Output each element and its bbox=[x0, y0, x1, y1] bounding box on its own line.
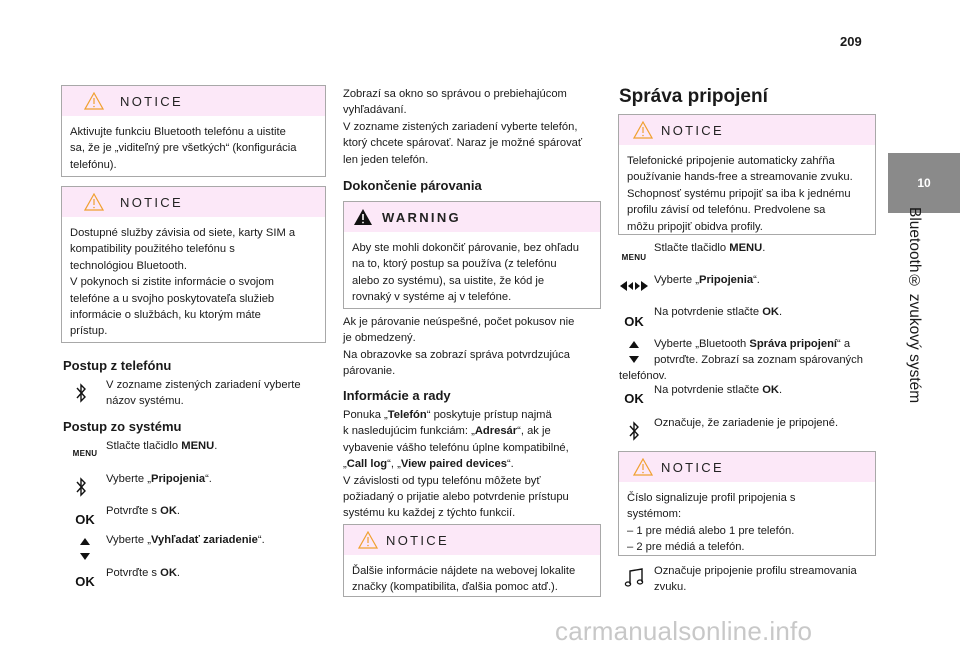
text-line: je obmedzený. bbox=[343, 332, 416, 345]
notice-header bbox=[62, 86, 325, 116]
step-pre: Stlačte tlačidlo bbox=[654, 242, 730, 254]
notice-box-website bbox=[343, 524, 601, 597]
music-note-icon bbox=[623, 567, 645, 589]
step-text bbox=[654, 382, 782, 398]
notice-label: NOTICE bbox=[661, 459, 724, 475]
notice-line: V pokynoch si zistite informácie o svojom bbox=[70, 276, 274, 289]
step-post: . bbox=[779, 384, 783, 396]
step-post: “. bbox=[753, 274, 760, 286]
step-text bbox=[654, 336, 850, 352]
warning-line: Aby ste mohli dokončiť párovanie, bez ohľadu bbox=[352, 242, 579, 254]
text-bold: View paired devices bbox=[400, 458, 507, 471]
notice-line: Číslo signalizuje profil pripojenia s bbox=[627, 492, 796, 504]
step-bold: OK bbox=[762, 306, 779, 318]
step-post: . bbox=[176, 505, 181, 517]
warning-triangle-icon bbox=[353, 208, 373, 226]
step-post: . bbox=[176, 567, 181, 579]
step-bold: OK bbox=[160, 505, 177, 517]
text-bold: Telefón bbox=[387, 409, 427, 421]
step-bold: MENU bbox=[181, 440, 215, 452]
menu-icon: MENU bbox=[621, 252, 647, 262]
step-text bbox=[654, 272, 760, 288]
step-line: V zozname zistených zariadení vyberte bbox=[106, 379, 301, 391]
tips-text bbox=[343, 407, 601, 522]
text-line bbox=[343, 407, 601, 423]
notice-line: Telefonické pripojenie automaticky zahŕňa bbox=[627, 155, 835, 167]
chapter-title: Bluetooth® zvukový systém bbox=[906, 207, 923, 404]
page-number: 209 bbox=[840, 34, 862, 49]
warning-label: WARNING bbox=[382, 209, 461, 225]
step-post: “. bbox=[205, 473, 212, 485]
pairing-failure-text bbox=[343, 314, 601, 380]
text-post: “ poskytuje prístup najmä bbox=[426, 409, 552, 421]
step-pre: Potvrďte s bbox=[106, 567, 161, 579]
warning-triangle-icon bbox=[633, 121, 653, 139]
menu-icon: MENU bbox=[72, 448, 98, 458]
ok-icon: OK bbox=[75, 511, 95, 527]
text-pre: systému ku každej z týchto funkcií. bbox=[343, 507, 516, 520]
step-text bbox=[106, 471, 212, 487]
notice-header bbox=[619, 115, 875, 145]
notice-line: Schopnosť systému pripojiť sa iba k jednému bbox=[627, 187, 851, 200]
notice-body bbox=[62, 116, 325, 181]
warning-header bbox=[344, 202, 600, 232]
text-line: Zobrazí sa okno so správou o prebiehajúcom bbox=[343, 88, 567, 100]
step-text bbox=[106, 565, 180, 581]
text-line: ktorý chcete spárovať. Naraz je možné spárovať bbox=[343, 137, 583, 150]
text-line bbox=[343, 440, 601, 456]
text-line: len jeden telefón. bbox=[343, 153, 429, 166]
left-right-arrows-icon bbox=[619, 280, 649, 292]
bluetooth-icon bbox=[74, 382, 88, 404]
step-bold: Pripojenia bbox=[698, 274, 754, 286]
notice-body bbox=[62, 217, 325, 348]
ok-icon: OK bbox=[624, 390, 644, 406]
text-pre: „ bbox=[343, 458, 347, 471]
text-pre: V závislosti od typu telefónu môžete byť bbox=[343, 474, 541, 487]
notice-header bbox=[619, 452, 875, 482]
step-pre: Potvrďte s bbox=[106, 505, 161, 517]
notice-box-connection bbox=[618, 114, 876, 235]
text-pre: požiadaný o prijatie alebo potvrdenie prístupu bbox=[343, 491, 569, 504]
text-post: “, „ bbox=[387, 458, 401, 471]
step-bold: OK bbox=[160, 567, 177, 579]
warning-line: na to, ktorý postup sa používa (z telefónu bbox=[352, 258, 557, 271]
step-bold: OK bbox=[762, 384, 779, 396]
text-pre: Ponuka „ bbox=[343, 409, 388, 421]
step-pre: Na potvrdenie stlačte bbox=[654, 384, 763, 396]
text-bold: Call log bbox=[346, 458, 388, 471]
notice-body bbox=[619, 482, 875, 564]
warning-triangle-icon bbox=[84, 92, 104, 110]
notice-line: telefóne a u svojho poskytovateľa služieb bbox=[70, 292, 275, 305]
step-text bbox=[654, 304, 782, 320]
text-pre: k nasledujúcim funkciám: „ bbox=[343, 425, 475, 438]
notice-line: používanie hands-free a streamovanie zvuku. bbox=[627, 171, 853, 184]
notice-box-services bbox=[61, 186, 326, 343]
notice-line: prístup. bbox=[70, 325, 108, 338]
step-pre: Vyberte „Bluetooth bbox=[654, 338, 750, 350]
step-text: telefónov. bbox=[619, 370, 667, 382]
notice-header bbox=[344, 525, 600, 555]
notice-line: sa, že je „viditeľný pre všetkých“ (konfigurácia bbox=[70, 142, 297, 155]
notice-body bbox=[619, 145, 875, 243]
notice-line: Ďalšie informácie nájdete na webovej lokalite bbox=[352, 565, 576, 577]
notice-label: NOTICE bbox=[120, 194, 183, 210]
up-down-arrows-icon bbox=[78, 537, 92, 561]
notice-line: informácie o službách, ku ktorým máte bbox=[70, 309, 261, 322]
bluetooth-icon bbox=[74, 476, 88, 498]
notice-body bbox=[344, 555, 600, 604]
step-post: . bbox=[214, 440, 218, 452]
step-text bbox=[654, 240, 765, 256]
step-text: Označuje, že zariadenie je pripojené. bbox=[654, 417, 839, 429]
step-text bbox=[106, 503, 180, 519]
text-post: “. bbox=[506, 458, 514, 471]
notice-line: technológiou Bluetooth. bbox=[70, 259, 187, 272]
step-line: zvuku. bbox=[654, 581, 687, 594]
watermark: carmanualsonline.info bbox=[555, 616, 813, 646]
text-pre: vybavenie vášho telefónu úplne kompatibilné, bbox=[343, 441, 569, 454]
text-line: párovanie. bbox=[343, 365, 396, 378]
text-line bbox=[343, 489, 601, 505]
notice-line: – 1 pre médiá alebo 1 pre telefón. bbox=[627, 524, 795, 537]
notice-header bbox=[62, 187, 325, 217]
notice-line: Aktivujte funkciu Bluetooth telefónu a uistite bbox=[70, 126, 286, 138]
warning-line: rovnaký v systéme aj v telefóne. bbox=[352, 291, 512, 304]
notice-line: značky (kompatibilita, ďalšia pomoc atď.). bbox=[352, 581, 558, 594]
step-text bbox=[106, 532, 265, 548]
text-line bbox=[343, 423, 601, 439]
notice-box-bluetooth-visibility bbox=[61, 85, 326, 177]
step-post: . bbox=[779, 306, 783, 318]
step-post: . bbox=[762, 242, 766, 254]
warning-triangle-icon bbox=[84, 193, 104, 211]
step-pre: Vyberte „ bbox=[106, 473, 151, 485]
step-bold: Správa pripojení bbox=[749, 338, 838, 350]
step-pre: Stlačte tlačidlo bbox=[106, 440, 182, 452]
text-line bbox=[343, 473, 601, 489]
section-heading-phone: Postup z telefónu bbox=[63, 358, 172, 373]
warning-box-pairing bbox=[343, 201, 601, 309]
warning-body bbox=[344, 232, 600, 314]
section-heading-pairing: Dokončenie párovania bbox=[343, 178, 482, 193]
notice-label: NOTICE bbox=[120, 93, 183, 109]
notice-line: Dostupné služby závisia od siete, karty SIM a bbox=[70, 227, 296, 239]
text-line: Ak je párovanie neúspešné, počet pokusov nie bbox=[343, 316, 575, 328]
up-down-arrows-icon bbox=[627, 340, 641, 364]
bluetooth-icon bbox=[627, 420, 641, 442]
notice-line: môžu pripojiť obidva profily. bbox=[627, 220, 763, 233]
text-bold: Adresár bbox=[474, 425, 518, 438]
notice-line: profilu závisí od telefónu. Predvolene sa bbox=[627, 204, 826, 217]
notice-label: NOTICE bbox=[386, 532, 449, 548]
ok-icon: OK bbox=[624, 313, 644, 329]
step-bold: Pripojenia bbox=[150, 473, 206, 485]
notice-line: – 2 pre médiá a telefón. bbox=[627, 541, 745, 554]
text-line: Na obrazovke sa zobrazí správa potvrdzujúca bbox=[343, 348, 570, 361]
section-heading-connections: Správa pripojení bbox=[619, 86, 768, 107]
step-bold: MENU bbox=[729, 242, 763, 254]
warning-triangle-icon bbox=[358, 531, 378, 549]
step-line: názov systému. bbox=[106, 395, 184, 408]
text-line bbox=[343, 456, 601, 472]
warning-line: alebo zo systému), sa uistite, že kód je bbox=[352, 274, 545, 287]
notice-label: NOTICE bbox=[661, 122, 724, 138]
step-bold: Vyhľadať zariadenie bbox=[150, 534, 258, 546]
step-pre: Vyberte „ bbox=[654, 274, 699, 286]
section-heading-tips: Informácie a rady bbox=[343, 388, 451, 403]
warning-triangle-icon bbox=[633, 458, 653, 476]
step-text bbox=[654, 563, 857, 596]
step-pre: Vyberte „ bbox=[106, 534, 151, 546]
notice-line: kompatibility použitého telefónu s bbox=[70, 243, 235, 256]
text-line bbox=[343, 505, 601, 521]
step-text bbox=[106, 377, 326, 410]
step-text bbox=[106, 438, 217, 454]
step-pre: Na potvrdenie stlačte bbox=[654, 306, 763, 318]
text-line: vyhľadávaní. bbox=[343, 104, 407, 117]
notice-box-profile-number bbox=[618, 451, 876, 556]
text-post: “, ak je bbox=[517, 425, 551, 438]
step-text: potvrďte. Zobrazí sa zoznam spárovaných bbox=[654, 354, 863, 366]
step-line: Označuje pripojenie profilu streamovania bbox=[654, 565, 857, 577]
chapter-tab[interactable]: 10 bbox=[888, 153, 960, 213]
ok-icon: OK bbox=[75, 573, 95, 589]
notice-line: telefónu). bbox=[70, 158, 117, 171]
section-heading-system: Postup zo systému bbox=[63, 419, 182, 434]
step-post: “. bbox=[257, 534, 265, 546]
text-line: V zozname zistených zariadení vyberte telefón, bbox=[343, 120, 578, 133]
notice-line: systémom: bbox=[627, 508, 682, 521]
search-intro bbox=[343, 86, 601, 168]
step-post: “ a bbox=[837, 338, 851, 350]
